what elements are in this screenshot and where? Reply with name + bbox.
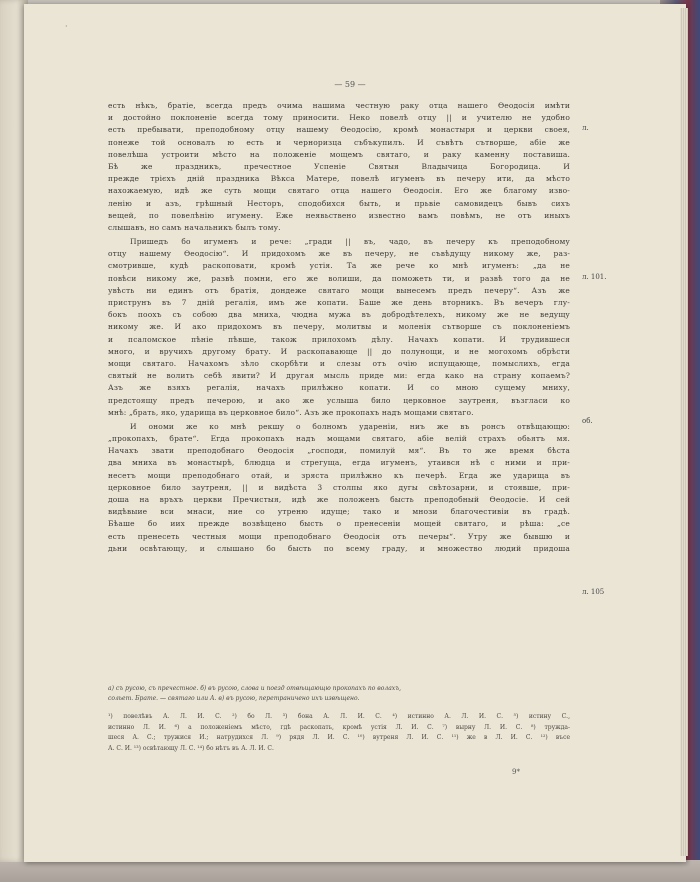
page-number: — 59 — [334,80,366,89]
text-line: слышавъ, но самъ начальникъ былъ тому. [108,222,281,232]
margin-mark: л. [582,124,589,132]
text-line: приструнъ въ 7 дній регалія, имъ же копати. Баше же день вторникъ. Въ вечеръ глу- [108,298,570,307]
text-line: повѣси никому же, развѣ помни, его же волиши, да поможеть ти, и развѣ того да не [108,273,570,283]
text-line: нахожаемую, идѣ же суть мощи святаго отца нашего Ѳеодосія. Его же благому изво- [108,186,570,196]
text-line: предстоящу предъ печерою, и ако же услыша било церковное заутреня, възгласи ко [108,395,570,405]
text-line: видѣвыие вси мнаси, ние со утреню идуще; тако и мнози благочестивіи въ градѣ. [108,507,570,517]
text-line: ленію и азъ, грѣшный Несторъ, сподобихся быть, и прьвіе самовидецъ бывъ сихъ [108,198,570,208]
footnote-line: истинно Л. И. ⁶) а положеніемъ мѣсто, гдѣ раскопать, кромѣ устія Л. И. С. ⁷) вырну Л. И. С. ⁸) тружда- [108,723,570,731]
text-line: прежде трієхъ дній праздника Вѣкса Матере, повелѣ игуменъ въ печеру ити, да мѣсто [108,174,570,184]
note-line: сольет. Брате. — святаго или А. в) въ русою, перетраничено ихъ извѣщено. [108,695,360,702]
text-line: вещей, по повелѣнію игумену. Еже неявьствено известно вамъ повѣмъ, не отъ иныхъ [108,210,570,220]
text-line: дьни освѣтающу, и слышано бо бысть по всему граду, и множество людий придоша [108,543,570,553]
page-mark: · [65,22,68,31]
text-line: и достойно поклоненіе всегда тому приносити. Неко повелѣ отцу || и учителю не удобно [108,113,570,123]
text-line: смотривше, кудѣ раскоповати, кромѣ устія. Та же рече ко мнѣ игуменъ: „да не [108,261,570,271]
text-line: повелѣша устроити мѣсто на положеніе мощемъ святаго, и раку каменну поставиша. [108,149,570,159]
text-line: много, и вручихъ другому брату. И раскопавающе || до полунощи, и не могохомъ обрѣсти [108,346,570,356]
note-line: а) съ русою, съ пречестное. б) въ русою, слова и поезд отвѣщающю прокопахъ по волахъ, [108,685,402,692]
variant-notes [108,684,570,704]
table-surface [0,860,700,882]
text-line: несетъ мощи преподобнаго отай, и зряста прилѣжно къ печерѣ. Егда же ударища въ [108,470,570,480]
text-line: Пришедъ бо игуменъ и рече: „гради || въ, чадо, въ печеру къ преподобному [130,237,570,247]
text-line: и псаломское пѣніе пѣвше, також прилохомъ дѣлу. Начахъ копати. И трудившеся [108,334,570,344]
text-line: мнѣ: „брать, яко, ударища въ церковное било“. Азъ же прокопахъ надъ мощами святаго. [108,407,474,417]
body-text [108,100,570,555]
text-line: два мниха въ монастырѣ, блюдца и стрегуща, егда игуменъ, утаився нѣ с ними и при- [108,458,570,468]
text-line: есть нѣкъ, братіе, всегда предъ очима нашима честную раку отца нашего Ѳеодосія имѣти [108,101,570,110]
footnote-line: ¹) повелѣвъ А. Л. И. С. ²) бо Л. ³) бона А. Л. И. С. ⁴) истинно А. Л. И. С. ⁵) истину С., [108,713,570,720]
printer-signature: 9* [512,768,520,776]
page-stack-edge [680,8,688,856]
margin-folio: л. 105 [582,588,605,596]
text-line: святый не волить себѣ явити? И другая мысль приде ми: егда како на страну копаемъ? [108,371,570,381]
text-line: понеже той основалъ ю есть и черноризца събъкупилъ. И съвѣтъ сътворше, абіе же [108,137,570,147]
text-line: есть пренесеть честныя мощи преподобнаго Ѳеодосія отъ печеры“. Утру же бывшю и [108,531,570,541]
text-line: „прокопахъ, брате“. Егда прокопахъ надъ мощами святаго, абіе велій страхъ обьятъ мя. [108,434,570,444]
text-line: Азъ же взяхъ регалія, начахъ прилѣжно копати. И со мною сущему мниху, [108,383,570,393]
text-line: есть пребывати, преподобному отцу нашему Ѳеодосію, кромѣ монастыря и церкви своея, [108,125,570,135]
footnote-line: А. С. И. ¹³) освѣтающу Л. С. ¹⁴) бо нѣтъ въ А. Л. И. С. [108,744,274,752]
text-line: доша на връхъ церкви Пречистыя, идѣ же положенъ бысть преподобный Ѳеодосіе. И сей [108,495,570,504]
critical-apparatus [108,712,570,754]
margin-folio: л. 101. [582,273,607,281]
margin-mark: об. [582,417,593,425]
footnote-line: шеся А. С.; тружися И.; натрудихся Л. ⁹) рядя Л. И. С. ¹⁰) вутреня Л. И. С. ¹¹) же в Л. И. С. ¹²) въсе [108,734,570,741]
text-line: никому же. И ако придохомъ въ печеру, молитвы и моленія сътворше съ поклоненіемъ [108,322,570,332]
text-line: увѣсть ни единъ отъ братія, дондеже святаго мощи вынесемъ предъ печеру“. Азъ же [108,285,570,295]
text-line: Бѣаше бо иих прежде возвѣщено бысть о пренесеніи мощей святаго, и рѣша: „се [108,519,570,529]
text-line: церковное било заутреня, || и видѣста 3 столпы яко дугы свѣтозарни, и стоявше, при- [108,482,570,492]
text-line: Начахъ звати преподобнаго Ѳеодосія „господи, помилуй мя“. Въ то же время бѣста [108,446,570,456]
text-line: Бѣ же праздникъ, пречестное Успеніе Святыя Владычица Богородица. И [108,161,570,171]
text-line: бокъ поохъ съ собою два мниха, чюдна мужа въ добродѣтелехъ, никому же не ведущу [108,310,570,320]
text-line: И ономи же ко мнѣ рекшу о болномъ ударенiи, ниъ же въ ронсъ отвѣщающю: [130,421,570,431]
text-line: мощи святаго. Начахомъ зѣло скорбѣти и слезы отъ очію испущающе, помыслихъ, егда [108,358,570,368]
text-line: отцу нашему Ѳеодосію“. И придохомъ же въ печеру, не съвѣдущу никому же, раз- [108,249,570,259]
